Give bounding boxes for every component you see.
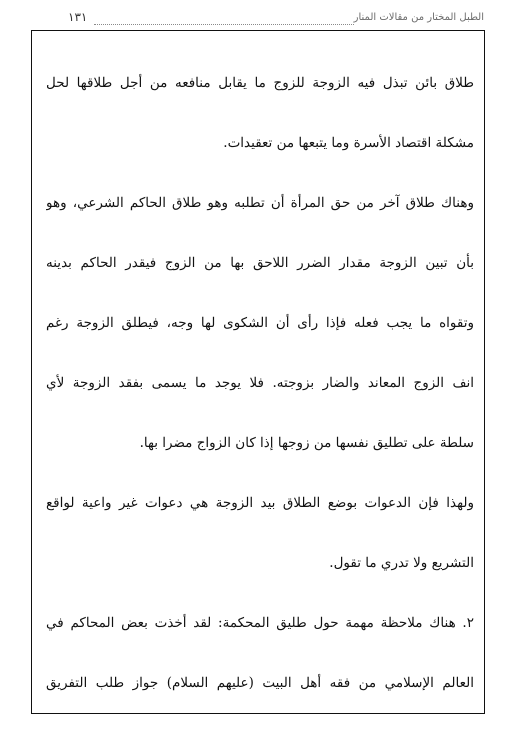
- paragraph-line: ٢. هناك ملاحظة مهمة حول طليق المحكمة: لقد أخذت بعض المحاكم في: [46, 615, 474, 631]
- paragraph-line: مشكلة اقتصاد الأسرة وما يتبعها من تعقيدات.: [223, 135, 474, 151]
- paragraph-line: ولهذا فإن الدعوات بوضع الطلاق بيد الزوجة هي دعوات غير واعية لواقع: [46, 495, 474, 511]
- paragraph-line: وهناك طلاق آخر من حق المرأة أن تطلبه وهو طلاق الحاكم الشرعي، وهو: [46, 195, 474, 211]
- page-number: ١٣١: [68, 10, 88, 24]
- running-header-title: الطبل المختار من مقالات المنار: [353, 12, 484, 23]
- document-body: [46, 38, 474, 698]
- paragraph-line: انف الزوج المعاند والضار بزوجته. فلا يوجد ما يسمى بفقد الزوجة لأي: [46, 375, 474, 391]
- page-header: [32, 8, 484, 30]
- paragraph-line: العالم الإسلامي من فقه أهل البيت (عليهم السلام) جواز طلب التفريق: [46, 675, 474, 691]
- paragraph-line: سلطة على تطليق نفسها من زوجها إذا كان الزواج مضرا بها.: [139, 435, 474, 451]
- paragraph-line: وتقواه ما يجب فعله فإذا رأى أن الشكوى لها وجه، فيطلق الزوجة رغم: [46, 315, 474, 331]
- paragraph-line: طلاق بائن تبذل فيه الزوجة للزوج ما يقابل منافعه من أجل طلاقها لحل: [46, 75, 474, 91]
- header-dotted-rule: [94, 24, 354, 25]
- paragraph-line: بأن تبين الزوجة مقدار الضرر اللاحق بها من الزوج فيقدر الحاكم بدينه: [46, 255, 474, 271]
- paragraph-line: التشريع ولا تدري ما تقول.: [329, 555, 474, 571]
